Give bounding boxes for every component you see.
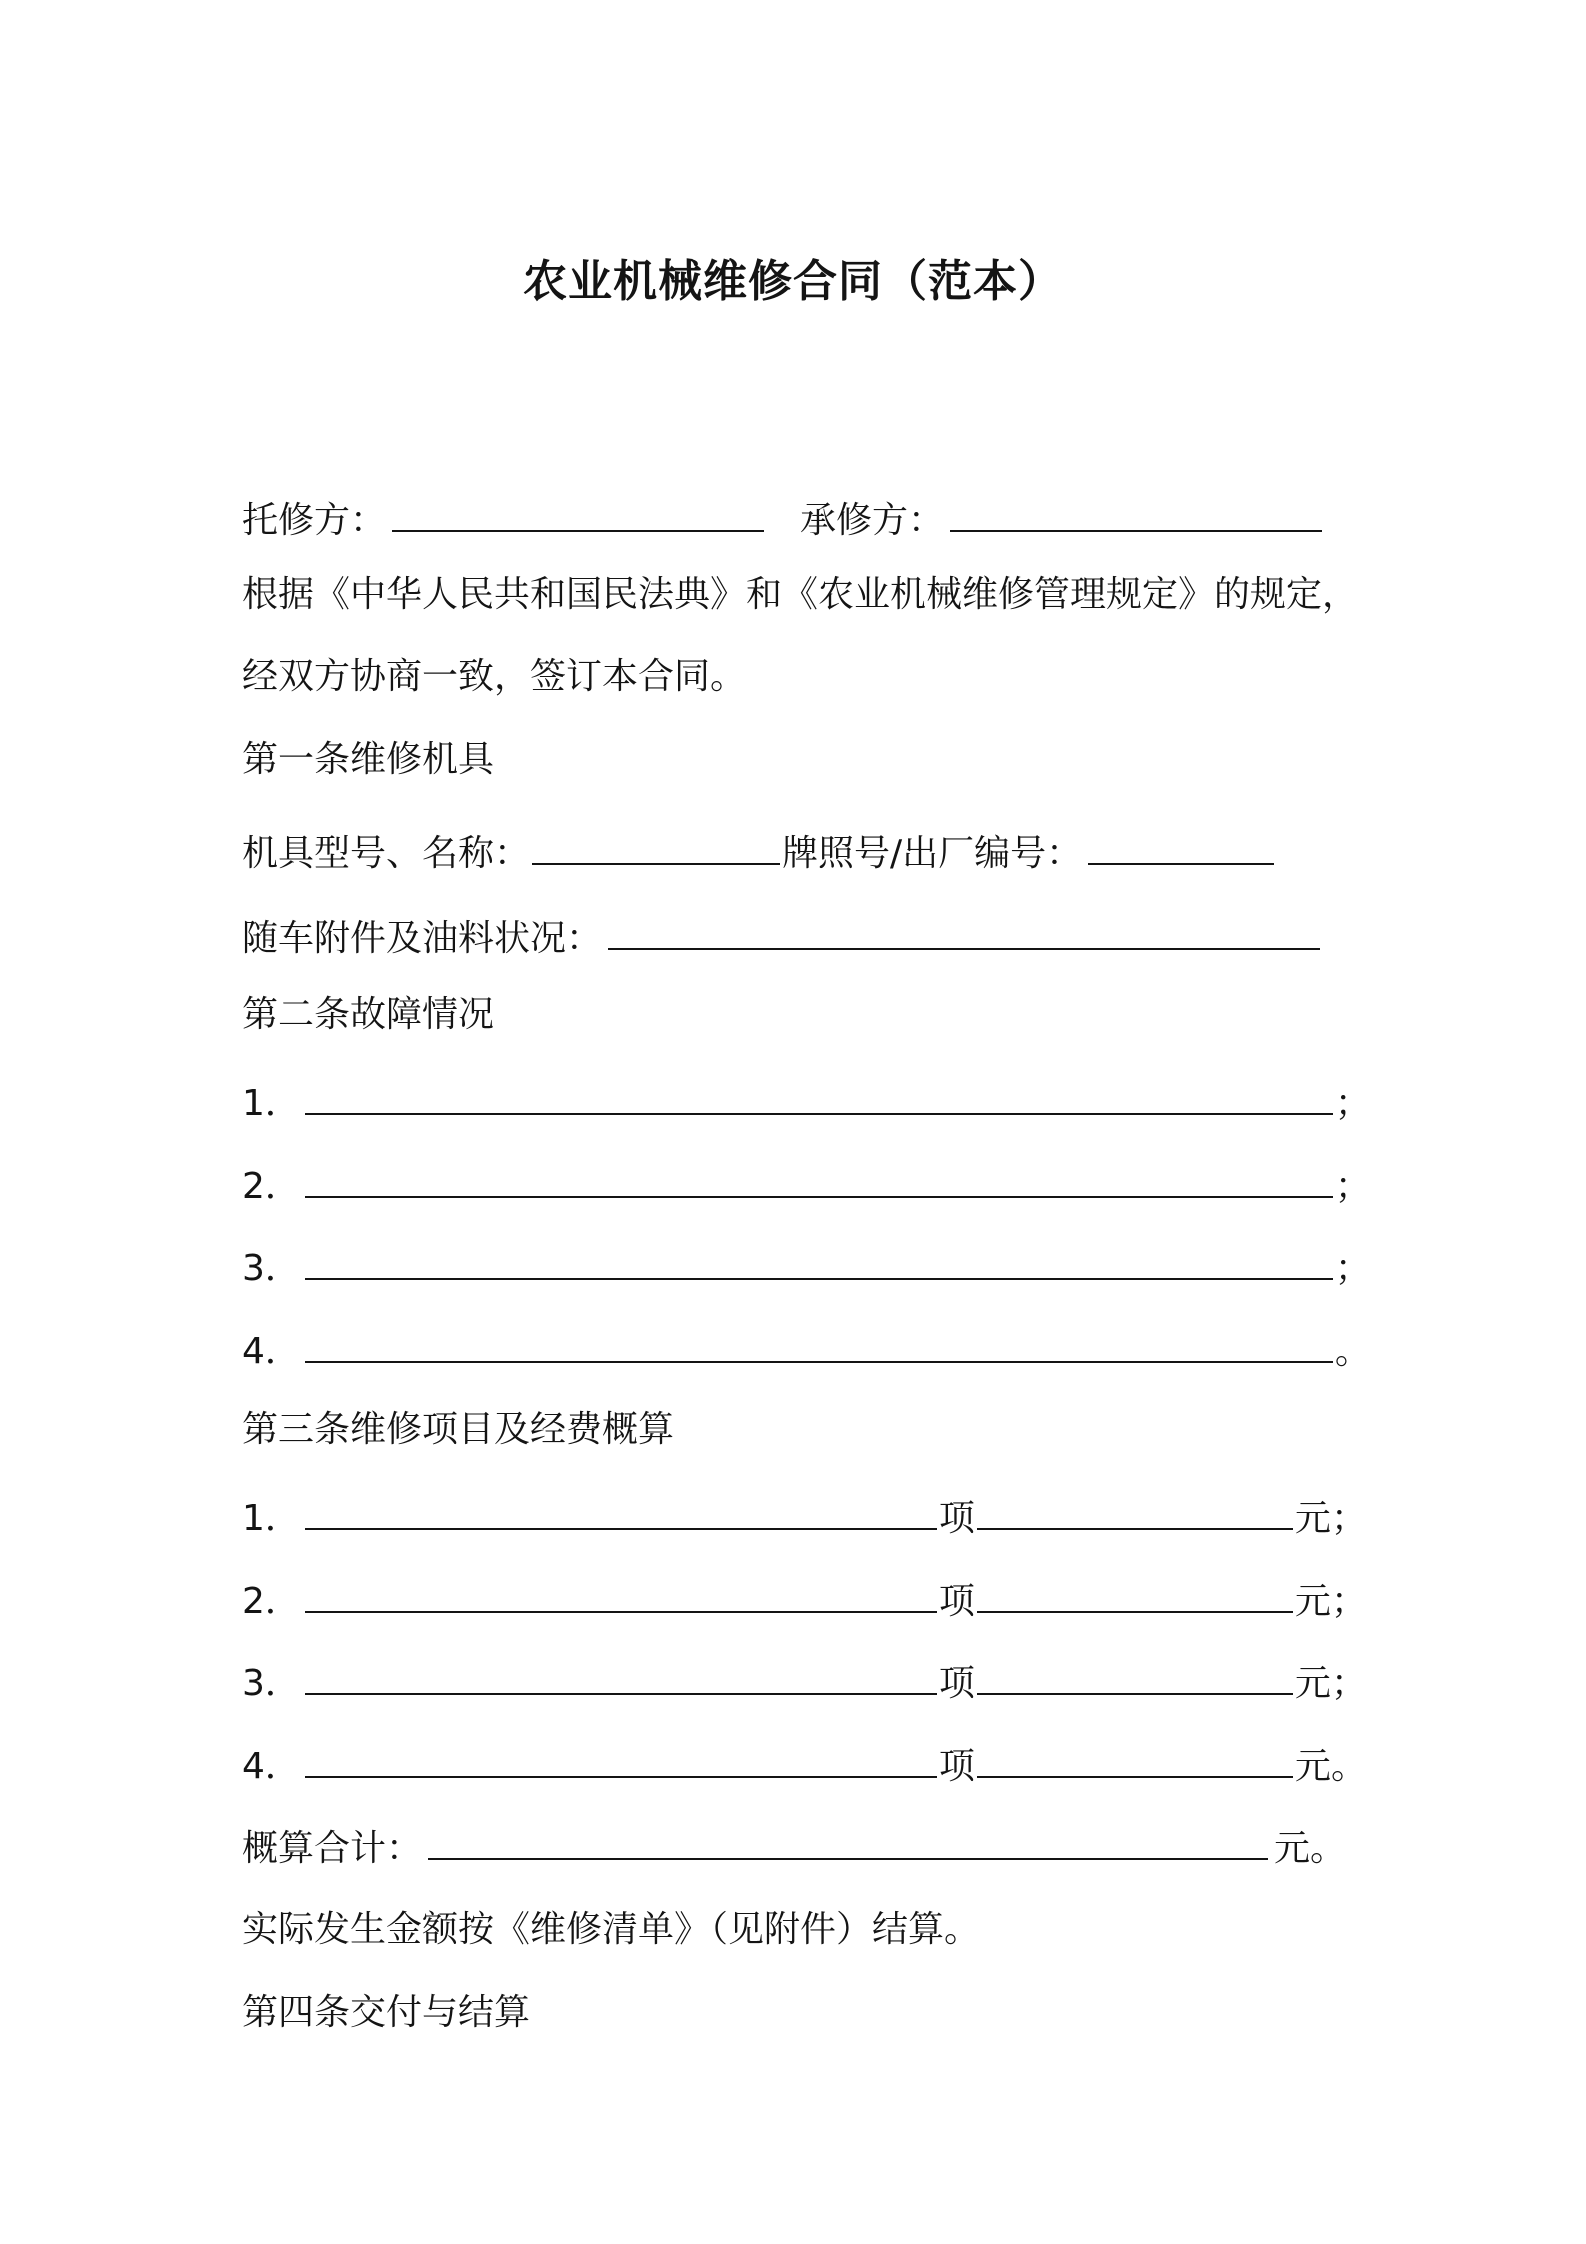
estimate-total-line (242, 1820, 1346, 1874)
model-blank[interactable] (532, 825, 780, 865)
fault-item-4 (242, 1323, 1371, 1377)
repair-item-number: 3． (242, 1663, 301, 1704)
repair-cost-blank[interactable] (977, 1655, 1293, 1695)
repair-item-2 (242, 1573, 1367, 1627)
fault-item-blank[interactable] (305, 1075, 1333, 1115)
repair-cost-blank[interactable] (977, 1490, 1293, 1530)
repair-yuan: 元 (1294, 1498, 1331, 1539)
fault-item-number: 2． (242, 1166, 301, 1207)
repair-item-number: 2． (242, 1581, 301, 1622)
repair-item-blank[interactable] (305, 1490, 937, 1530)
accessories-blank[interactable] (608, 910, 1320, 950)
fault-item-blank[interactable] (305, 1323, 1333, 1363)
repair-yuan: 元 (1294, 1663, 1331, 1704)
repair-item-end: ； (1330, 1498, 1367, 1539)
client-blank[interactable] (392, 492, 764, 532)
repair-cost-blank[interactable] (977, 1573, 1293, 1613)
article2-heading: 第二条故障情况 (242, 994, 495, 1035)
repair-item-label: 项 (938, 1746, 975, 1787)
model-label: 机具型号、名称： (242, 833, 531, 874)
fault-item-end: ； (1334, 1083, 1371, 1124)
article3-heading: 第三条维修项目及经费概算 (242, 1409, 675, 1450)
repair-item-blank[interactable] (305, 1738, 937, 1778)
repair-item-label: 项 (938, 1663, 975, 1704)
plate-label: 牌照号/出厂编号： (782, 833, 1083, 874)
repair-item-end: 。 (1330, 1746, 1367, 1787)
preamble-line-1: 根据《中华人民共和国民法典》和《农业机械维修管理规定》的规定， (242, 574, 1359, 615)
fault-item-3 (242, 1240, 1371, 1294)
fault-item-end: ； (1334, 1248, 1371, 1289)
fault-item-1 (242, 1075, 1371, 1129)
settlement-note: 实际发生金额按《维修清单》（见附件）结算。 (242, 1909, 981, 1950)
repair-cost-blank[interactable] (977, 1738, 1293, 1778)
fault-item-blank[interactable] (305, 1158, 1333, 1198)
repair-item-label: 项 (938, 1498, 975, 1539)
repair-item-number: 4． (242, 1746, 301, 1787)
article1-accessories-line (242, 910, 1326, 964)
fault-item-2 (242, 1158, 1371, 1212)
fault-item-number: 3． (242, 1248, 301, 1289)
repair-item-1 (242, 1490, 1367, 1544)
repair-yuan: 元 (1294, 1746, 1331, 1787)
article1-heading: 第一条维修机具 (242, 739, 495, 780)
estimate-total-blank[interactable] (428, 1820, 1268, 1860)
parties-line (242, 492, 1328, 546)
repair-item-3 (242, 1655, 1367, 1709)
repair-item-4 (242, 1738, 1367, 1792)
article4-heading: 第四条交付与结算 (242, 1992, 531, 2033)
repair-item-blank[interactable] (305, 1573, 937, 1613)
estimate-total-label: 概算合计： (242, 1828, 423, 1869)
fault-item-blank[interactable] (305, 1240, 1333, 1280)
estimate-total-end: 元。 (1274, 1828, 1347, 1869)
fault-item-number: 4． (242, 1331, 301, 1372)
repair-item-end: ； (1330, 1663, 1367, 1704)
client-label: 托修方： (242, 500, 387, 541)
repair-yuan: 元 (1294, 1581, 1331, 1622)
fault-item-end: ； (1334, 1166, 1371, 1207)
article1-model-line (242, 825, 1280, 879)
plate-blank[interactable] (1088, 825, 1274, 865)
preamble-line-2: 经双方协商一致，签订本合同。 (242, 656, 747, 697)
contractor-blank[interactable] (950, 492, 1322, 532)
fault-item-number: 1． (242, 1083, 301, 1124)
page-title: 农业机械维修合同（范本） (523, 256, 1063, 307)
repair-item-blank[interactable] (305, 1655, 937, 1695)
accessories-label: 随车附件及油料状况： (242, 918, 603, 959)
repair-item-label: 项 (938, 1581, 975, 1622)
fault-item-end: 。 (1334, 1331, 1371, 1372)
repair-item-number: 1． (242, 1498, 301, 1539)
contractor-label: 承修方： (800, 500, 945, 541)
repair-item-end: ； (1330, 1581, 1367, 1622)
